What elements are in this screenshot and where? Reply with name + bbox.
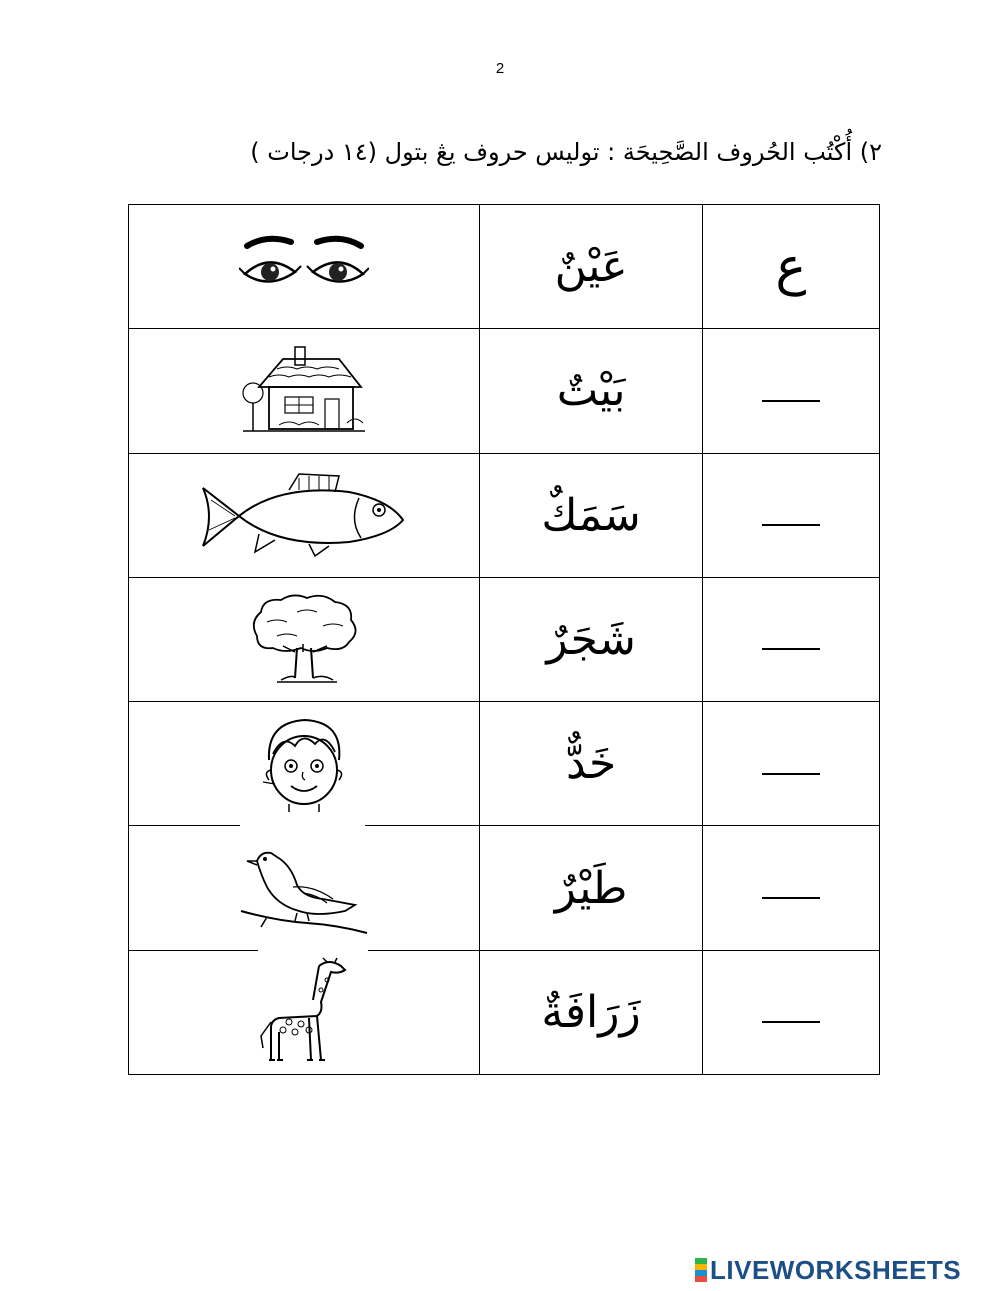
picture-cell [129,577,480,701]
border-gap [240,825,365,828]
arabic-word: خَدٌّ [480,702,702,826]
letter-blank-cell[interactable] [702,329,879,453]
house-icon [239,341,369,441]
tree-icon [247,592,362,687]
letter-blank-cell[interactable] [702,453,879,577]
letter-blank-cell[interactable] [702,702,879,826]
arabic-word: شَجَرٌ [480,577,702,701]
letter-cell[interactable] [702,205,879,329]
answer-blank[interactable] [762,648,820,650]
eyes-icon [239,232,369,302]
table-row [129,453,880,577]
logo-mark-icon [695,1258,707,1282]
answer-letter: ع [775,236,807,297]
picture-cell [129,453,480,577]
table-row [129,826,880,950]
answer-blank[interactable] [762,524,820,526]
letter-blank-cell[interactable] [702,950,879,1074]
picture-cell [129,702,480,826]
arabic-word: زَرَافَةٌ [480,950,702,1074]
answer-blank[interactable] [762,897,820,899]
answer-blank[interactable] [762,1021,820,1023]
boy-face-icon [259,714,349,814]
letter-blank-cell[interactable] [702,577,879,701]
instruction-heading: ٢) أُكْتُب الحُروف الصَّحِيحَة : توليس حروف يڠ بتول (١٤ درجات ) [250,138,882,166]
fish-icon [199,470,409,560]
table-row [129,702,880,826]
page-number: 2 [495,60,505,77]
table-row [129,329,880,453]
border-gap [258,948,368,951]
table-row [129,950,880,1074]
arabic-word: بَيْتٌ [480,329,702,453]
table-row [129,205,880,329]
answer-blank[interactable] [762,773,820,775]
arabic-word: سَمَكٌ [480,453,702,577]
logo-mark-stripe [695,1276,707,1282]
picture-cell [129,205,480,329]
worksheet-table [128,204,880,1075]
giraffe-icon [249,956,359,1068]
liveworksheets-logo [695,1255,961,1285]
logo-text: LIVEWORKSHEETS [710,1254,962,1285]
picture-cell [129,950,480,1074]
table-row [129,577,880,701]
answer-blank[interactable] [762,400,820,402]
picture-cell [129,826,480,950]
letter-blank-cell[interactable] [702,826,879,950]
bird-icon [237,841,372,936]
arabic-word: طَيْرٌ [480,826,702,950]
picture-cell [129,329,480,453]
arabic-word: عَيْنٌ [480,205,702,329]
